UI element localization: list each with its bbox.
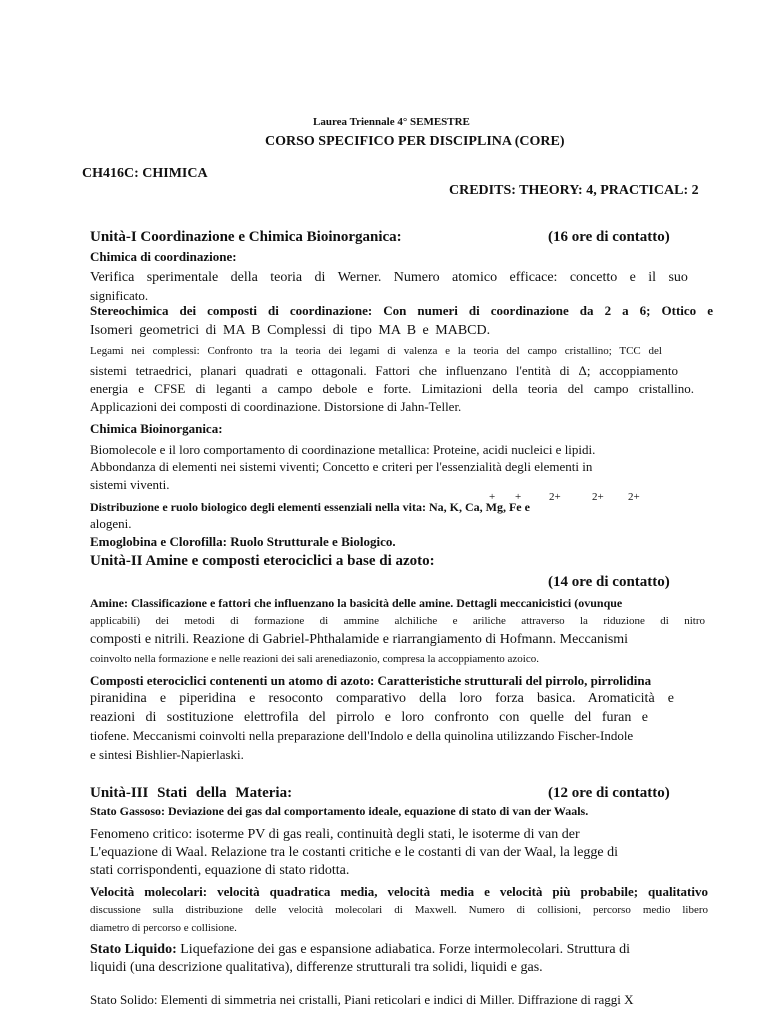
heterocycle-line-5: e sintesi Bishlier-Napierlaski. [90, 747, 244, 762]
werner-h: atomico [452, 270, 498, 285]
werner-f: Werner. [337, 270, 382, 285]
unit3-hours: (12 ore di contatto) [548, 785, 670, 801]
bond-line-3: energia e CFSE di leganti a campo debole e forte. Limitazioni della teoria del campo cristallino. [90, 381, 694, 396]
velocity-line-1: Velocità molecolari: velocità quadratica media, velocità media e velocità più probabile; qualitativo [90, 884, 708, 899]
liquid-label: Stato Liquido: [90, 942, 177, 957]
werner-l: il [648, 270, 657, 285]
liquid-line-1 [90, 942, 630, 959]
course-code: CH416C: CHIMICA [82, 166, 208, 181]
unit1-title: Unità-I Coordinazione e Chimica Bioinorganica: [90, 229, 402, 245]
werner-d: teoria [270, 270, 303, 285]
critical-line-1: Fenomeno critico: isoterme PV di gas reali, continuità degli stati, le isoterme di van der [90, 827, 580, 842]
unit3-title: Unità-III Stati della Materia: [90, 785, 293, 801]
werner-e: di [314, 270, 326, 285]
liquid-text: Liquefazione dei gas e espansione adiabatica. Forze intermolecolari. Struttura di [176, 942, 631, 957]
amine-line-4: coinvolto nella formazione e nelle reazioni dei sali arenediazonio, compresa la accoppiamento azoico. [90, 653, 539, 665]
werner-m: suo [668, 270, 688, 285]
werner-a: Verifica [90, 270, 135, 285]
werner-line-2: significato. [90, 288, 149, 303]
amine-line-3: composti e nitrili. Reazione di Gabriel-Phthalamide e riarrangiamento di Hofmann. Meccanismi [90, 632, 629, 647]
velocity-line-3: diametro di percorso e collisione. [90, 922, 237, 934]
distribution-line-2: alogeni. [90, 516, 132, 531]
bio-line-3: sistemi viventi. [90, 477, 170, 492]
superscript-na: + [489, 491, 496, 503]
stereo-line-1: Stereochimica dei composti di coordinazione: Con numeri di coordinazione da 2 a 6; Ottico e [90, 303, 713, 318]
critical-line-3: stati corrispondenti, equazione di stato ridotta. [90, 863, 350, 878]
superscript-mg: 2+ [592, 491, 604, 503]
amine-line-2: applicabili) dei metodi di formazione di ammine alchiliche e ariliche attraverso la riduzione di nitro [90, 615, 705, 627]
werner-b: sperimentale [146, 270, 219, 285]
course-type: CORSO SPECIFICO PER DISCIPLINA (CORE) [265, 134, 565, 149]
superscript-ca: 2+ [549, 491, 561, 503]
gas-heading: Stato Gassoso: Deviazione dei gas dal comportamento ideale, equazione di stato di van der Waals. [90, 804, 589, 818]
critical-line-2: L'equazione di Waal. Relazione tra le costanti critiche e le costanti di van der Waal, la legge di [90, 845, 619, 860]
bio-line-2: Abbondanza di elementi nei sistemi viventi; Concetto e criteri per l'essenzialità degli elementi in [90, 459, 593, 474]
velocity-line-2: discussione sulla distribuzione delle velocità molecolari di Maxwell. Numero di collisioni, percorso medio libero [90, 904, 708, 916]
semester-line: Laurea Triennale 4° SEMESTRE [313, 116, 470, 128]
credits-line: CREDITS: THEORY: 4, PRACTICAL: 2 [449, 183, 699, 198]
unit2-hours: (14 ore di contatto) [548, 574, 670, 590]
superscript-fe: 2+ [628, 491, 640, 503]
werner-k: e [629, 270, 636, 285]
heterocycle-line-2: piranidina e piperidina e resoconto comparativo della loro forza basica. Aromaticità e [90, 691, 674, 706]
superscript-k: + [515, 491, 522, 503]
bond-line-4: Applicazioni dei composti di coordinazione. Distorsione di Jahn-Teller. [90, 399, 462, 414]
heterocycle-line-3: reazioni di sostituzione elettrofila del pirrolo e loro confronto con quelle del furan e [90, 710, 648, 725]
heterocycle-line-4: tiofene. Meccanismi coinvolti nella preparazione dell'Indolo e della quinolina utilizzando Fischer-Indole [90, 728, 634, 743]
werner-i: efficace: [509, 270, 558, 285]
coord-heading: Chimica di coordinazione: [90, 249, 237, 264]
liquid-line-2: liquidi (una descrizione qualitativa), differenze strutturali tra solidi, liquidi e gas. [90, 960, 543, 975]
werner-j: concetto [569, 270, 618, 285]
werner-line-1 [90, 270, 688, 287]
werner-g: Numero [393, 270, 440, 285]
emo-line: Emoglobina e Clorofilla: Ruolo Strutturale e Biologico. [90, 534, 396, 549]
solid-line-1: Stato Solido: Elementi di simmetria nei cristalli, Piani reticolari e indici di Miller. Diffrazione di raggi X [90, 992, 634, 1007]
bio-line-1: Biomolecole e il loro comportamento di coordinazione metallica: Proteine, acidi nucleici e lipidi. [90, 442, 596, 457]
heterocycle-line-1: Composti eterociclici contenenti un atomo di azoto: Caratteristiche strutturali del pirrolo, pirrolidina [90, 673, 652, 688]
amine-line-1: Amine: Classificazione e fattori che influenzano la basicità delle amine. Dettagli meccanicistici (ovunque [90, 596, 623, 610]
bio-heading: Chimica Bioinorganica: [90, 421, 223, 436]
unit1-hours: (16 ore di contatto) [548, 229, 670, 245]
bond-line-2: sistemi tetraedrici, planari quadrati e ottagonali. Fattori che influenzano l'entità di Δ; accoppiamento [90, 363, 678, 378]
stereo-line-2: Isomeri geometrici di MA B Complessi di tipo MA B e MABCD. [90, 323, 491, 338]
werner-c: della [230, 270, 258, 285]
unit2-title: Unità-II Amine e composti eterociclici a base di azoto: [90, 553, 435, 569]
distribution-line-1: Distribuzione e ruolo biologico degli elementi essenziali nella vita: Na, K, Ca, Mg, Fe e [90, 500, 530, 514]
bond-line-1: Legami nei complessi: Confronto tra la teoria dei legami di valenza e la teoria del campo cristallino; TCC del [90, 345, 662, 357]
